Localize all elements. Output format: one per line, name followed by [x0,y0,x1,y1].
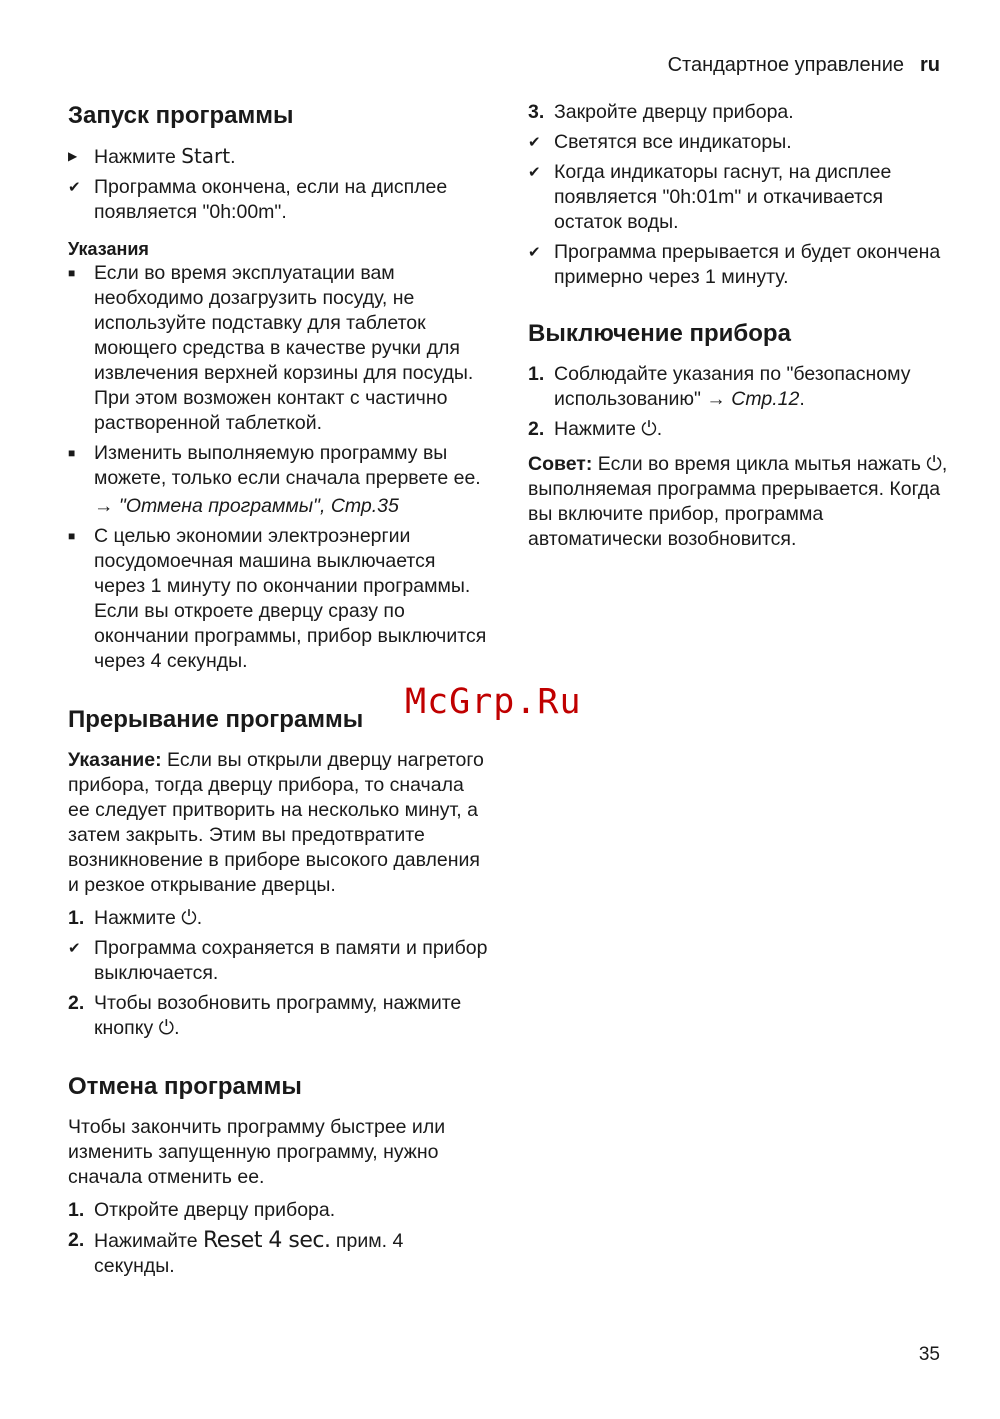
interrupt-step-1-result: ✔ Программа сохраняется в памяти и прибор выключается. [68,937,488,984]
notes-title: Указания [68,239,149,259]
launch-step: ▶ Нажмите Start. [68,144,236,168]
cancel-intro: Чтобы закончить программу быстрее или изменить запущенную программу, нужно сначала отменить ее. [68,1116,446,1188]
page-header [668,53,940,78]
note-item: ■ Изменить выполняемую программу вы можете, только если сначала прервете ее. → "Отмена программы", Стр.35 [68,442,481,517]
off-title: Выключение прибора [528,320,791,347]
note-item: ■ С целью экономии электроэнергии посудомоечная машина выключается через 1 минуту по окончании программы. Если вы откроете дверцу сразу по окончании программы, прибор выключится через 4 секунды. [68,525,487,672]
arrow-icon: → [706,388,726,410]
check-icon: ✔ [528,244,541,261]
interrupt-step-2: 2. Чтобы возобновить программу, нажмите кнопку ⏻. [68,992,462,1039]
power-icon: ⏻ [158,1017,175,1039]
cancel-title: Отмена программы [68,1073,302,1100]
triangle-icon: ▶ [68,149,78,163]
square-bullet-icon: ■ [68,529,76,543]
tip-paragraph: Совет: Если во время цикла мытья нажать ⏻, выполняемая программа прерывается. Когда вы включите прибор, программа автоматически возобновится. [528,453,948,550]
cross-reference-link[interactable]: Стр.12 [731,388,800,410]
check-icon: ✔ [68,179,81,196]
check-icon: ✔ [528,134,541,151]
cancel-result: ✔ Светятся все индикаторы. [528,131,792,153]
interrupt-note: Указание: Если вы открыли дверцу нагретого прибора, тогда дверцу прибора, то сначала ее следует притворить на несколько минут, а затем закрыть. Этим вы предотвратите возникновение в приборе высокого давления и резкое открывание дверцы. [68,749,484,896]
interrupt-step-1: 1. Нажмите ⏻. [68,907,203,929]
start-key-label: Start [181,144,231,168]
interrupt-title: Прерывание программы [68,706,364,733]
power-icon: ⏻ [641,418,657,440]
section-title: Стандартное управление [667,54,904,76]
power-icon: ⏻ [926,453,942,475]
off-step-2: 2. Нажмите ⏻. [528,418,663,440]
square-bullet-icon: ■ [68,266,76,280]
check-icon: ✔ [68,940,81,957]
arrow-icon: → [94,495,114,517]
note-item: ■ Если во время эксплуатации вам необходимо дозагрузить посуду, не используйте подставку для таблеток моющего средства в качестве ручки для извлечения верхней корзины для посуды. При этом возможен контакт с частично растворенной таблеткой. [68,262,474,434]
cross-reference-link[interactable]: "Отмена программы", Стр.35 [118,495,399,517]
watermark: McGrp.Ru [405,682,582,722]
launch-title: Запуск программы [68,102,294,129]
reset-key-label: Reset 4 sec. [202,1228,331,1253]
square-bullet-icon: ■ [68,446,76,460]
off-step-1: 1. Соблюдайте указания по "безопасному использованию" → Стр.12. [528,363,911,410]
page-number: 35 [918,1344,940,1365]
cancel-step-1: 1. Откройте дверцу прибора. [68,1199,336,1221]
right-column [528,100,948,560]
cancel-result: ✔ Когда индикаторы гаснут, на дисплее появляется "0h:01m" и откачивается остаток воды. [528,161,892,233]
cancel-step-3: 3. Закройте дверцу прибора. [528,101,794,123]
language-code: ru [920,54,940,76]
power-icon: ⏻ [181,907,197,929]
cancel-result: ✔ Программа прерывается и будет окончена примерно через 1 минуту. [528,241,941,288]
cancel-step-2: 2. Нажимайте Reset 4 sec. прим. 4 секунды. [68,1228,404,1277]
launch-result: ✔ Программа окончена, если на дисплее появляется "0h:00m". [68,176,448,223]
check-icon: ✔ [528,164,541,181]
